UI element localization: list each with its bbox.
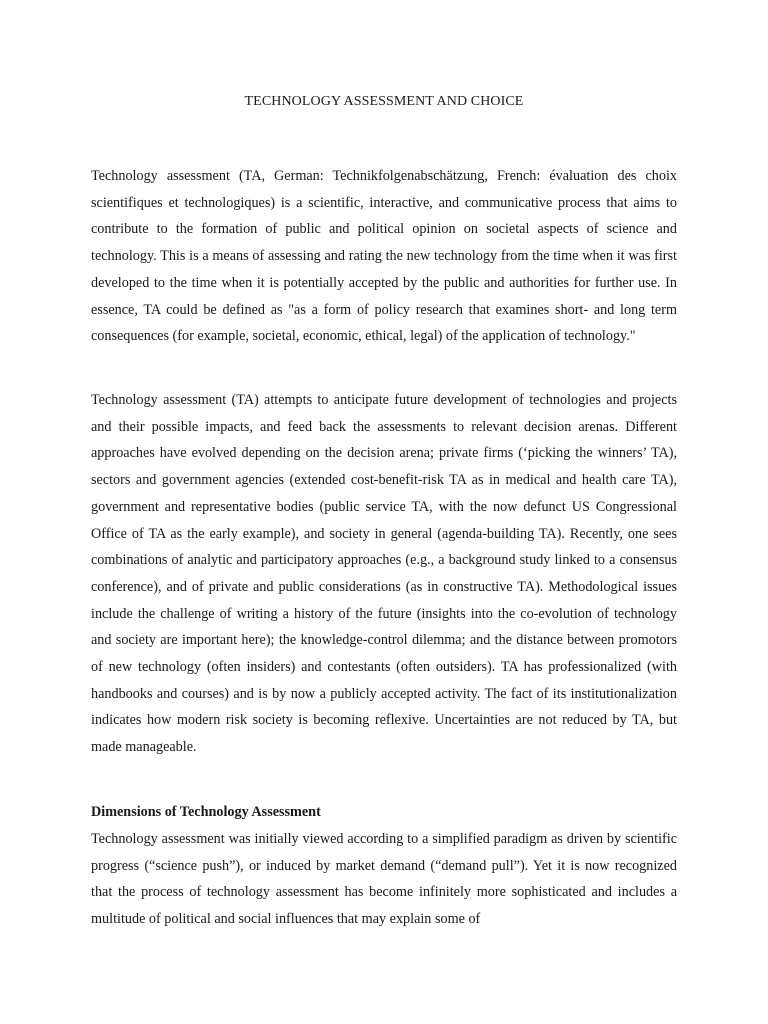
paragraph-ta-approaches: Technology assessment (TA) attempts to anticipate future development of technologies and projects and their possible impacts, and feed back the assessments to relevant decision arenas. Different approaches have evolved depending on the decision arena; private firms (‘picking the winners’ TA), sectors and government agencies (extended cost-benefit-risk TA as in medical and health care TA), government and representative bodies (public service TA, with the now defunct US Congressional Office of TA as the early example), and society in general (agenda-building TA). Recently, one sees combinations of analytic and participatory approaches (e.g., a background study linked to a consensus conference), and of private and public considerations (as in constructive TA). Methodological issues include the challenge of writing a history of the future (insights into the co-evolution of technology and society are important here); the knowledge-control dilemma; and the distance between promotors of new technology (often insiders) and contestants (often outsiders). TA has professionalized (with handbooks and courses) and is by now a publicly accepted activity. The fact of its institutionalization indicates how modern risk society is becoming reflexive. Uncertainties are not reduced by TA, but made manageable. <box>91 392 677 756</box>
paragraph-dimensions: Technology assessment was initially viewed according to a simplified paradigm as driven by scientific progress (“science push”), or induced by market demand (“demand pull”). Yet it is now recognized that the process of technology assessment has become infinitely more sophisticated and includes a multitude of political and social influences that may explain some of <box>91 831 677 928</box>
paragraph-ta-definition: Technology assessment (TA, German: Technikfolgenabschätzung, French: évaluation des choix scientifiques et technologiques) is a scientific, interactive, and communicative process that aims to contribute to the formation of public and political opinion on societal aspects of science and technology. This is a means of assessing and rating the new technology from the time when it was first developed to the time when it is potentially accepted by the public and authorities for further use. In essence, TA could be defined as "as a form of policy research that examines short- and long term consequences (for example, societal, economic, ethical, legal) of the application of technology." <box>91 168 677 345</box>
section-heading: Dimensions of Technology Assessment <box>91 804 321 820</box>
document-title: TECHNOLOGY ASSESSMENT AND CHOICE <box>244 94 524 109</box>
